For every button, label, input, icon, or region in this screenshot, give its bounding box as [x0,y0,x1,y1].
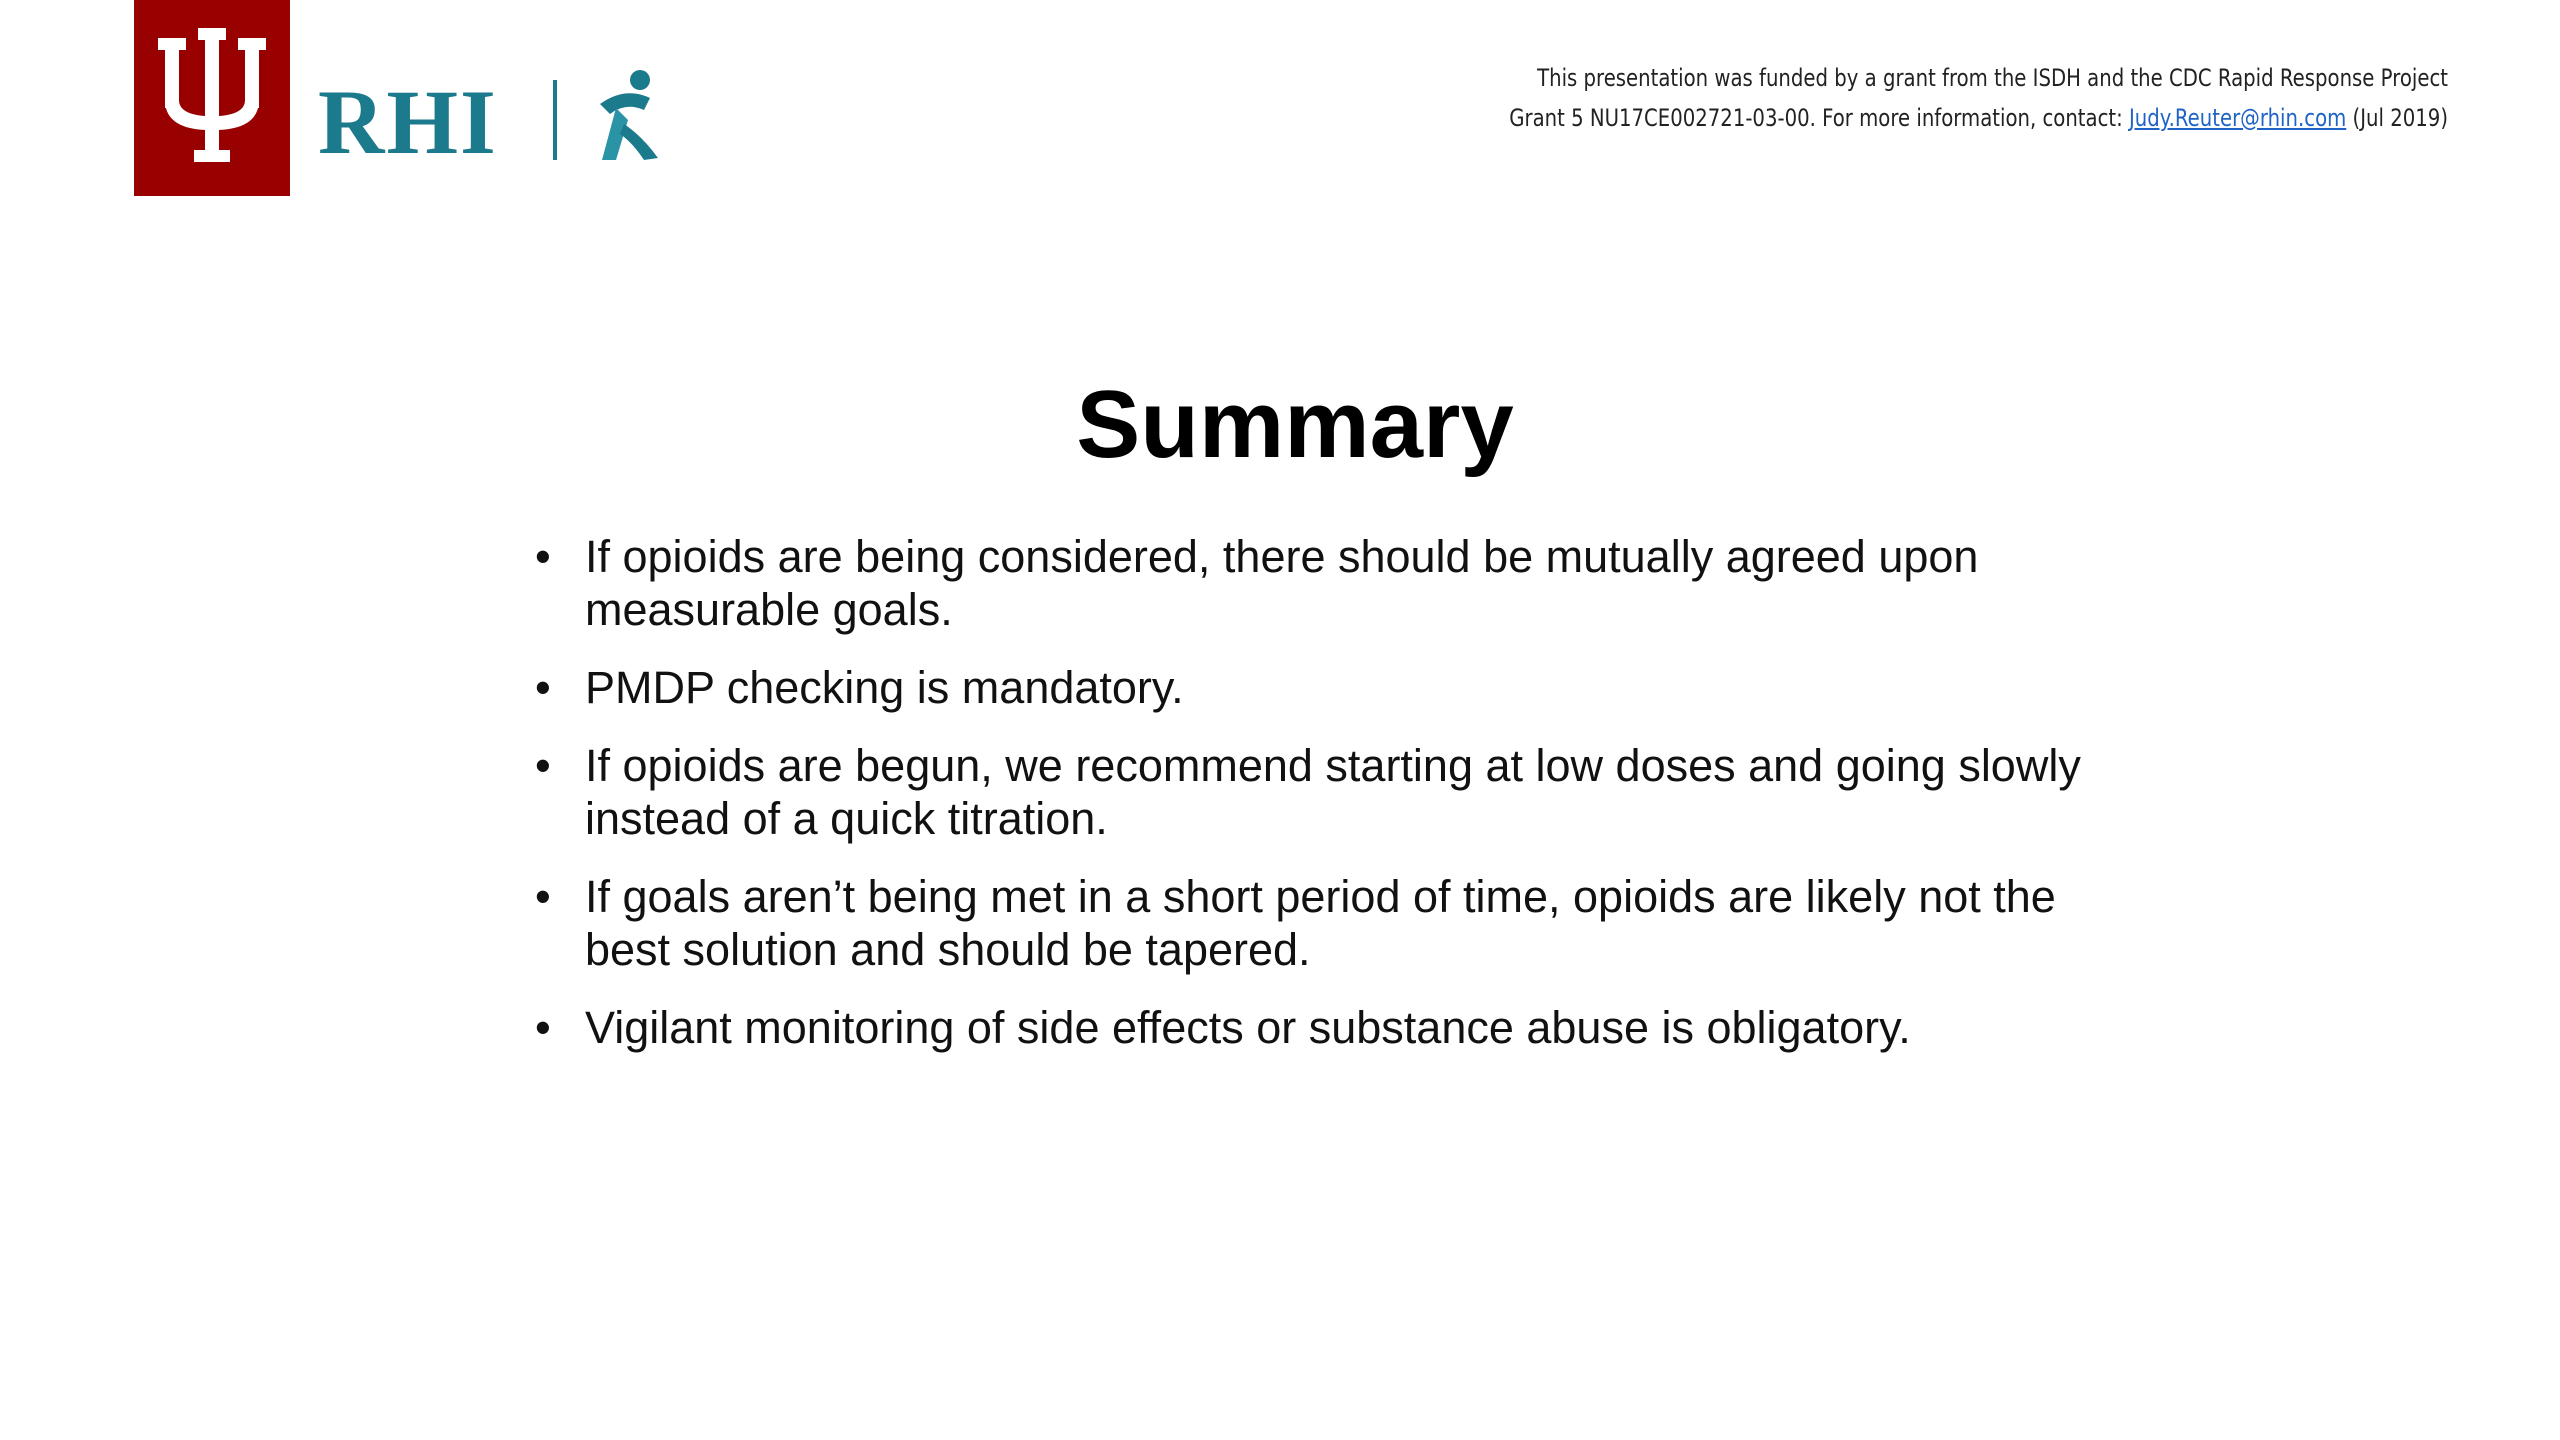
bullet-glyph: • [535,740,551,791]
contact-email-link[interactable]: Judy.Reuter@rhin.com [2129,104,2347,132]
bullet-text: Vigilant monitoring of side effects or substance abuse is obligatory. [585,1002,1911,1053]
slide-title: Summary [1076,371,1514,478]
bullet-item [535,1001,2095,1054]
bullet-glyph: • [535,531,551,582]
bullet-text: If goals aren’t being met in a short period of time, opioids are likely not the best solution and should be tapered. [585,871,2056,975]
rhi-runner-icon [580,64,670,164]
bullet-text: PMDP checking is mandatory. [585,662,1184,713]
summary-bullet-list [535,530,2095,1079]
bullet-item [535,530,2095,636]
logo-divider [553,80,557,160]
bullet-text: If opioids are being considered, there should be mutually agreed upon measurable goals. [585,531,1979,635]
iu-logo [134,0,290,196]
iu-trident-icon [134,0,290,196]
rhi-logo-text: RHI [318,71,498,173]
funding-note-line-2 [1464,98,2448,138]
bullet-item [535,739,2095,845]
funding-note-line-1: This presentation was funded by a grant from the ISDH and the CDC Rapid Response Project [1537,64,2448,92]
funding-note-date: (Jul 2019) [2346,104,2448,132]
bullet-glyph: • [535,871,551,922]
bullet-glyph: • [535,662,551,713]
funding-note-grant: Grant 5 NU17CE002721-03-00. For more information, contact: [1509,104,2130,132]
bullet-text: If opioids are begun, we recommend starting at low doses and going slowly instead of a quick titration. [585,740,2081,844]
bullet-glyph: • [535,1002,551,1053]
funding-note [1464,58,2448,138]
bullet-item [535,870,2095,976]
bullet-item [535,661,2095,714]
